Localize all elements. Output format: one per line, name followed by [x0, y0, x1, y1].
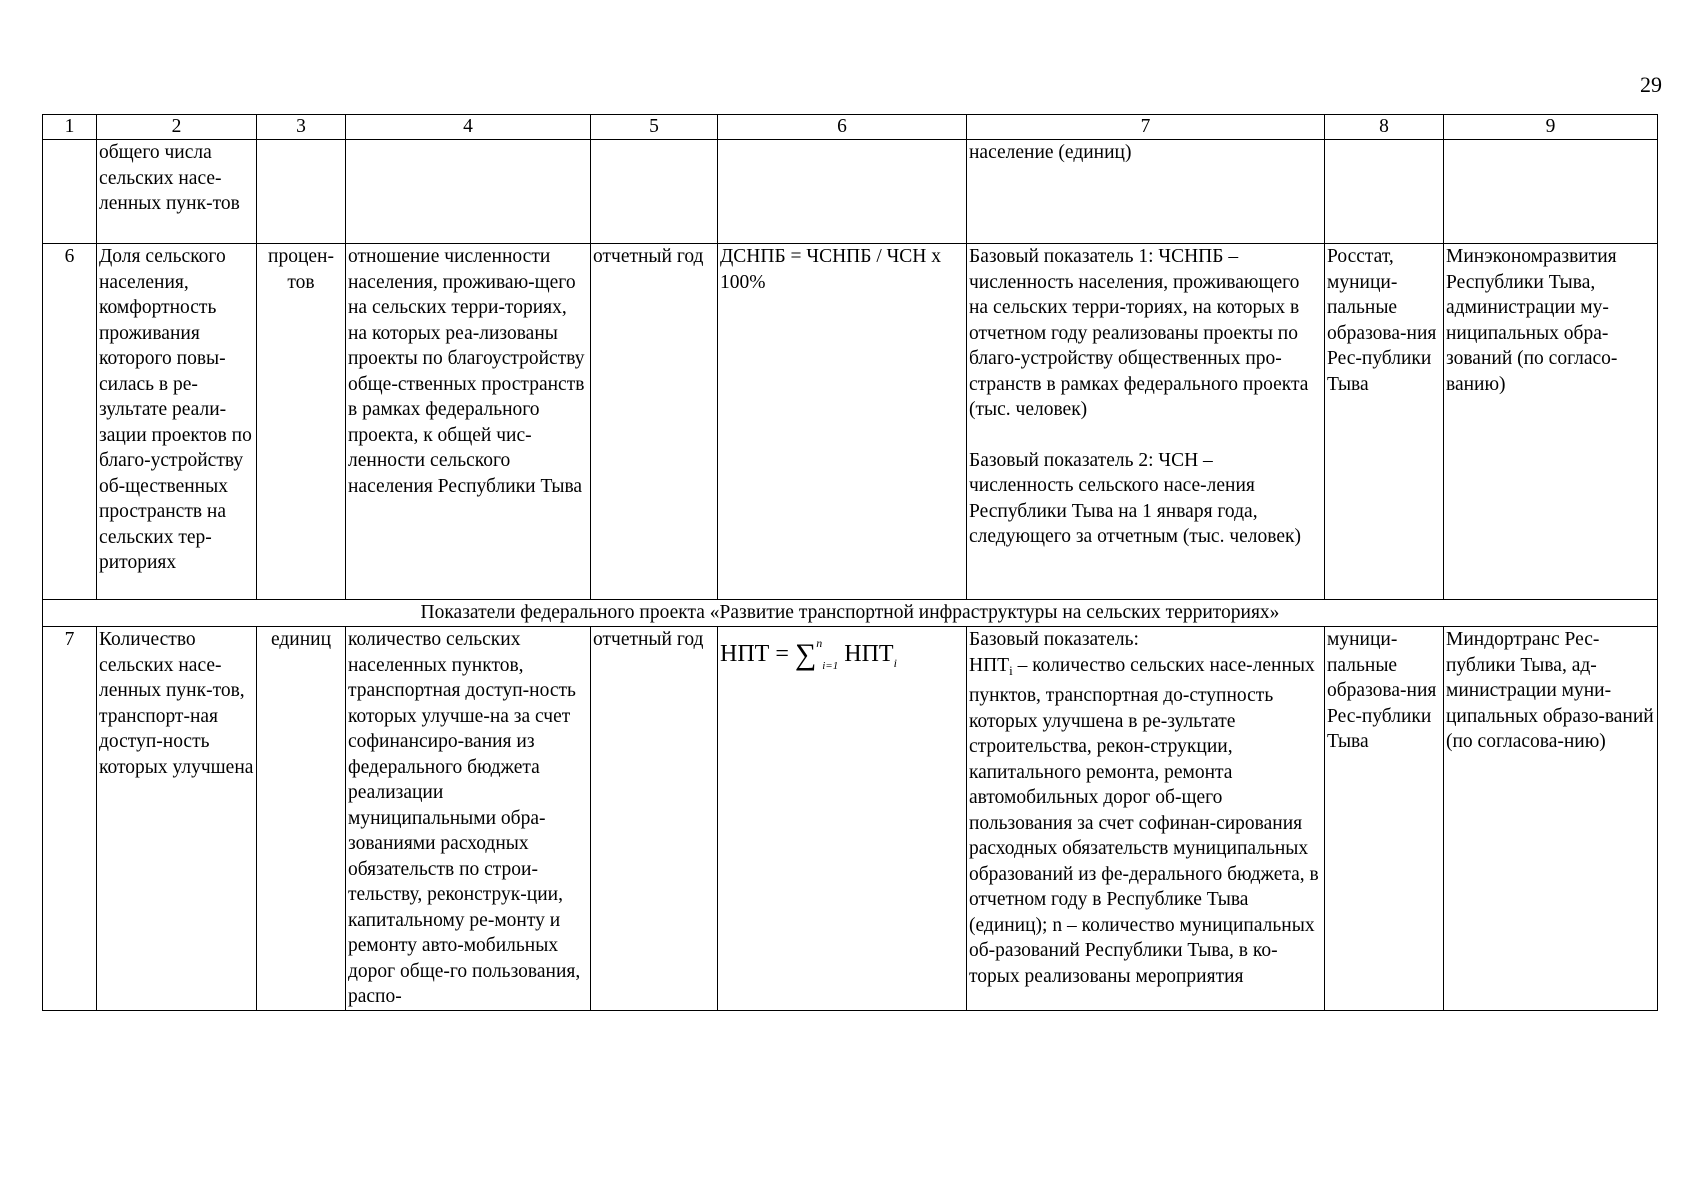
indicator-name: Доля сельского населения, комфортность проживания которого повы-силась в ре-зультате реали-зации проектов по благо-устройству об-щественных пространств на сельских тер-риториях	[97, 244, 257, 600]
row-number: 7	[43, 627, 97, 1011]
page-number: 29	[1640, 72, 1662, 97]
base-indicator-var: НПТ	[969, 654, 1010, 676]
column-number: 2	[97, 115, 257, 140]
column-number: 1	[43, 115, 97, 140]
base-indicator-var-index: i	[1009, 662, 1013, 678]
column-number: 7	[967, 115, 1325, 140]
formula: ДСНПБ = ЧСНПБ / ЧСН х 100%	[718, 244, 967, 600]
column-number: 6	[718, 115, 967, 140]
formula-term-index: i	[893, 656, 897, 670]
row-number: 6	[43, 244, 97, 600]
definition: отношение численности населения, проживаю-щего на сельских терри-ториях, на которых реа-лизованы проекты по благоустройству обще-ственных пространств в рамках федерального проекта, к общей чис-ленности сельского населения Республики Тыва	[346, 244, 591, 600]
table-row	[43, 140, 1658, 244]
sigma-symbol: ∑	[794, 638, 817, 671]
column-number: 9	[1444, 115, 1658, 140]
column-number: 8	[1325, 115, 1444, 140]
responsible	[1444, 140, 1658, 244]
sum-upper-limit: n	[816, 636, 823, 650]
column-number: 3	[257, 115, 346, 140]
section-title: Показатели федерального проекта «Развитие транспортной инфраструктуры на сельских территориях»	[43, 600, 1658, 627]
formula	[718, 140, 967, 244]
data-source: муници-пальные образова-ния Рес-публики Тыва	[1325, 627, 1444, 1011]
base-indicator-text: Базовый показатель 1: ЧСНПБ – численность населения, проживающего на сельских терри-ториях, на которых в отчетном году реализованы проекты по благо-устройству общественных про-странств в рамках федерального проекта (тыс. человек)	[969, 246, 1309, 420]
column-number: 4	[346, 115, 591, 140]
column-number: 5	[591, 115, 718, 140]
base-indicators	[967, 140, 1325, 244]
indicators-table	[42, 114, 1658, 1011]
responsible: Миндортранс Рес-публики Тыва, ад-министрации муни-ципальных образо-ваний (по согласова-нию)	[1444, 627, 1658, 1011]
definition: количество сельских населенных пунктов, транспортная доступ-ность которых улучше-на за счет софинансиро-вания из федерального бюджета реализации муниципальными обра-зованиями расходных обязательств по строи-тельству, реконструк-ции, капитальному ре-монту и ремонту авто-мобильных дорог обще-го пользования, распо-	[346, 627, 591, 1011]
formula-lhs: НПТ =	[720, 641, 789, 667]
indicator-name: Количество сельских насе-ленных пунк-тов, транспорт-ная доступ-ность которых улучшена	[97, 627, 257, 1011]
definition	[346, 140, 591, 244]
base-indicator-text: население (единиц)	[969, 142, 1132, 163]
base-indicators	[967, 244, 1325, 600]
column-number-row	[43, 115, 1658, 140]
base-indicator-text: Базовый показатель 2: ЧСН – численность сельского насе-ления Республики Тыва на 1 января года, следующего за отчетным (тыс. человек)	[969, 449, 1301, 547]
responsible: Минэкономразвития Республики Тыва, администрации му-ниципальных обра-зований (по согласо-ванию)	[1444, 244, 1658, 600]
period: отчетный год	[591, 627, 718, 1011]
sum-lower-limit: i=1	[822, 660, 839, 672]
formula-term: НПТ	[844, 641, 894, 667]
row-number	[43, 140, 97, 244]
base-indicator-title: Базовый показатель:	[969, 629, 1139, 650]
base-indicator-text: – количество сельских насе-ленных пунктов, транспортная до-ступность которых улучшена в ре-зультате строительства, рекон-струкции, капитального ремонта, ремонта автомобильных дорог об-щего пользования за счет софинан-сирования расходных обязательств муниципальных образований из фе-дерального бюджета, в отчетном году в Республике Тыва (единиц); n – количество муниципальных об-разований Республики Тыва, в ко-торых реализованы мероприятия	[969, 654, 1319, 987]
formula	[718, 627, 967, 1011]
section-row	[43, 600, 1658, 627]
data-source	[1325, 140, 1444, 244]
table-row	[43, 244, 1658, 600]
indicator-name: общего числа сельских насе-ленных пунк-тов	[97, 140, 257, 244]
table-row	[43, 627, 1658, 1011]
unit: процен-тов	[257, 244, 346, 600]
period: отчетный год	[591, 244, 718, 600]
base-indicators	[967, 627, 1325, 1011]
period	[591, 140, 718, 244]
sum-formula	[720, 631, 897, 680]
unit: единиц	[257, 627, 346, 1011]
unit	[257, 140, 346, 244]
data-source: Росстат, муници-пальные образова-ния Рес-публики Тыва	[1325, 244, 1444, 600]
